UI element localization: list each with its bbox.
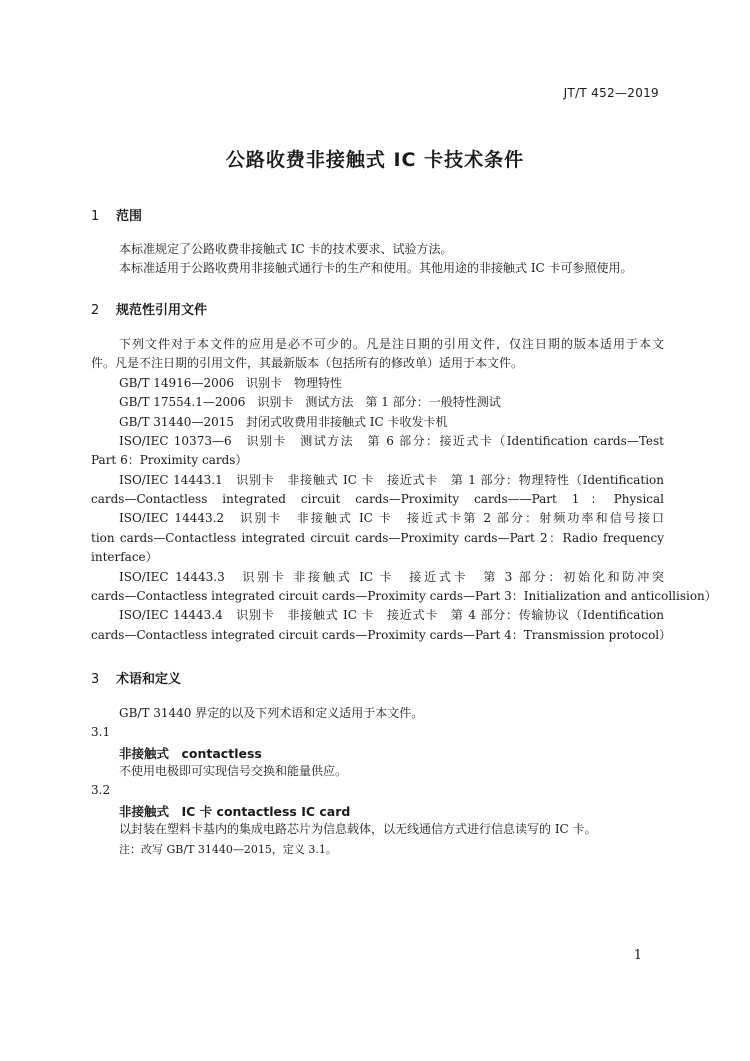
section-heading-normative xyxy=(91,299,207,318)
document-number: JT/T 452—2019 xyxy=(563,86,659,100)
term-number: 3.2 xyxy=(91,783,111,797)
reference-entry: ISO/IEC 14443.4 识别卡 非接触式 IC 卡 接近式卡 第 4 部分：传输协议（Identification xyxy=(119,608,664,622)
section-title: 规范性引用文件 xyxy=(116,303,208,318)
section-number: 2 xyxy=(91,303,100,318)
paragraph: 本标准规定了公路收费非接触式 IC 卡的技术要求、试验方法。 xyxy=(119,242,453,256)
reference-entry: cards—Contactless integrated circuit cards—Proximity cards—Part 3：Initialization and anticollision） xyxy=(91,589,717,603)
reference-entry: ISO/IEC 14443.3 识别卡 非接触式 IC 卡 接近式卡 第 3 部分：初始化和防冲突 xyxy=(119,570,664,584)
section-heading-terms xyxy=(91,668,181,687)
term-definition: 不使用电极即可实现信号交换和能量供应。 xyxy=(119,764,348,778)
term-number: 3.1 xyxy=(91,725,111,739)
reference-entry: interface） xyxy=(91,550,158,564)
reference-entry: ISO/IEC 14443.1 识别卡 非接触式 IC 卡 接近式卡 第 1 部分：物理特性（Identification xyxy=(119,473,664,487)
term-title: 非接触式 contactless xyxy=(119,746,262,761)
reference-entry: ISO/IEC 10373—6 识别卡 测试方法 第 6 部分：接近式卡（Identification cards—Test xyxy=(119,434,664,448)
reference-entry: tion cards—Contactless integrated circuit cards—Proximity cards—Part 2：Radio frequency xyxy=(91,531,664,545)
paragraph: GB/T 31440 界定的以及下列术语和定义适用于本文件。 xyxy=(119,706,424,720)
reference-entry: ISO/IEC 14443.2 识别卡 非接触式 IC 卡 接近式卡第 2 部分：射频功率和信号接口 xyxy=(119,511,664,525)
paragraph: 件。凡是不注日期的引用文件，其最新版本（包括所有的修改单）适用于本文件。 xyxy=(91,356,524,370)
section-title: 范围 xyxy=(116,209,143,224)
reference-entry: GB/T 14916—2006 识别卡 物理特性 xyxy=(119,376,342,390)
term-note: 注：改写 GB/T 31440—2015，定义 3.1。 xyxy=(119,843,337,856)
paragraph: 本标准适用于公路收费用非接触式通行卡的生产和使用。其他用途的非接触式 IC 卡可参照使用。 xyxy=(119,261,633,275)
reference-entry: GB/T 31440—2015 封闭式收费用非接触式 IC 卡收发卡机 xyxy=(119,415,448,429)
section-number: 1 xyxy=(91,209,100,224)
section-title: 术语和定义 xyxy=(116,672,182,687)
section-number: 3 xyxy=(91,672,100,687)
reference-entry: cards—Contactless integrated circuit cards—Proximity cards——Part 1：Physical xyxy=(91,492,664,506)
document-title: 公路收费非接触式 IC 卡技术条件 xyxy=(225,149,525,171)
reference-entry: cards—Contactless integrated circuit cards—Proximity cards—Part 4：Transmission protocol） xyxy=(91,628,672,642)
page-number: 1 xyxy=(633,948,642,963)
reference-entry: GB/T 17554.1—2006 识别卡 测试方法 第 1 部分：一般特性测试 xyxy=(119,395,501,409)
term-title: 非接触式 IC 卡 contactless IC card xyxy=(119,804,351,819)
paragraph: 下列文件对于本文件的应用是必不可少的。凡是注日期的引用文件，仅注日期的版本适用于本文 xyxy=(119,337,664,351)
section-heading-scope xyxy=(91,205,142,224)
reference-entry: Part 6：Proximity cards） xyxy=(91,453,248,467)
term-definition: 以封装在塑料卡基内的集成电路芯片为信息载体，以无线通信方式进行信息读写的 IC 卡。 xyxy=(119,822,597,836)
